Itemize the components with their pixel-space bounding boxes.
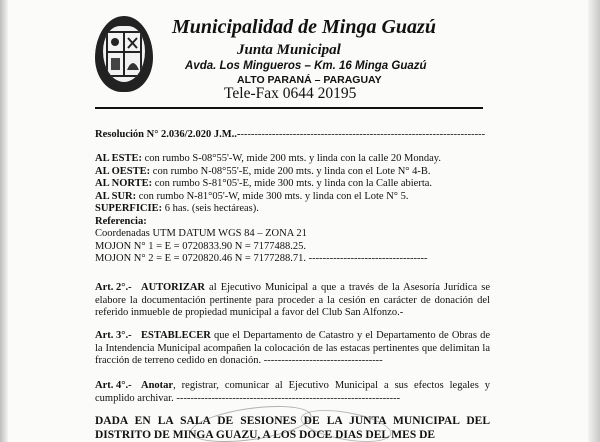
boundary-label: AL SUR: — [95, 190, 137, 202]
resolution-line — [95, 129, 490, 142]
header-address: Avda. Los Mingueros – Km. 16 Minga Guazú — [185, 60, 427, 72]
article-label: Art. 2°.- — [95, 282, 132, 293]
boundary-line — [95, 191, 490, 204]
article-text: , registrar, comunicar al Ejecutivo Municipal a sus efectos legales y cumplido archivar. ---------------------------------------------------------------- — [95, 380, 490, 404]
boundary-line — [95, 178, 490, 191]
scan-edge-left — [0, 0, 8, 442]
boundary-label: AL OESTE: — [95, 165, 151, 177]
referencia-datum: Coordenadas UTM DATUM WGS 84 – ZONA 21 — [95, 228, 307, 239]
municipal-seal-icon — [95, 16, 153, 92]
article-text: al Ejecutivo Municipal a que a través de la Asesoría Jurídica se elabore la documentación pertinente para proceder a la cesión en carácter de donación del referido inmueble de propiedad municipal a favor del Club San Alfonzo.- — [95, 282, 490, 318]
scan-edge-right — [588, 0, 600, 442]
header-subtitle: Junta Municipal — [237, 42, 341, 58]
superficie-text: 6 has. (seis hectáreas). — [162, 203, 259, 214]
boundary-line — [95, 166, 490, 179]
boundary-label: AL ESTE: — [95, 153, 142, 164]
article-verb: Anotar — [141, 380, 174, 391]
article-label: Art. 3°.- — [95, 330, 132, 341]
article-3 — [95, 330, 490, 368]
boundary-text: con rumbo S-81°05'-E, mide 300 mts. y linda con la Calle abierta. — [152, 178, 433, 189]
referencia-label: Referencia: — [95, 215, 147, 227]
boundary-text: con rumbo S-08°55'-W, mide 200 mts. y linda con la calle 20 Monday. — [141, 153, 441, 164]
article-text: que el Departamento de Catastro y el Departamento de Obras de la Intendencia Municipal acompañen la colocación de las estacas pertinentes que delimitan la fracción de terreno cedido en donación. ---------------------------------- — [95, 330, 490, 366]
superficie-label: SUPERFICIE: — [95, 203, 163, 214]
mojon-2: MOJON N° 2 = E = 0720820.46 N = 7177288.71. ---------------------------------- — [95, 253, 428, 264]
resolution-number: Resolución N° 2.036/2.020 J.M..- — [95, 129, 241, 140]
boundary-line — [95, 153, 490, 166]
closing-paragraph: DADA EN LA SALA DE SESIONES DE LA JUNTA MUNICIPAL DEL DISTRITO DE MINGA GUAZU, A LOS DOCE DIAS DEL MES DE — [95, 415, 490, 441]
header-divider — [95, 107, 483, 109]
article-4 — [95, 380, 490, 405]
article-verb: AUTORIZAR — [141, 282, 205, 293]
header-telefax: Tele-Fax 0644 20195 — [224, 85, 357, 102]
boundary-text: con rumbo N-08°55'-E, mide 200 mts. y linda con el Lote N° 4-B. — [150, 165, 431, 177]
boundaries-block — [95, 153, 490, 266]
article-label: Art. 4°.- — [95, 380, 132, 391]
article-2 — [95, 282, 490, 320]
header-location: ALTO PARANÁ – PARAGUAY — [237, 74, 382, 86]
article-verb: ESTABLECER — [141, 330, 211, 341]
boundary-text: con rumbo N-81°05'-W, mide 300 mts. y linda con el Lote N° 5. — [136, 190, 409, 202]
resolution-dashes: ---------------------------------------------------------------------- — [240, 129, 486, 140]
header-title: Municipalidad de Minga Guazú — [172, 16, 436, 38]
superficie-line — [95, 203, 490, 216]
boundary-label: AL NORTE: — [95, 178, 153, 189]
mojon-1: MOJON N° 1 = E = 0720833.90 N = 7177488.25. — [95, 240, 306, 252]
